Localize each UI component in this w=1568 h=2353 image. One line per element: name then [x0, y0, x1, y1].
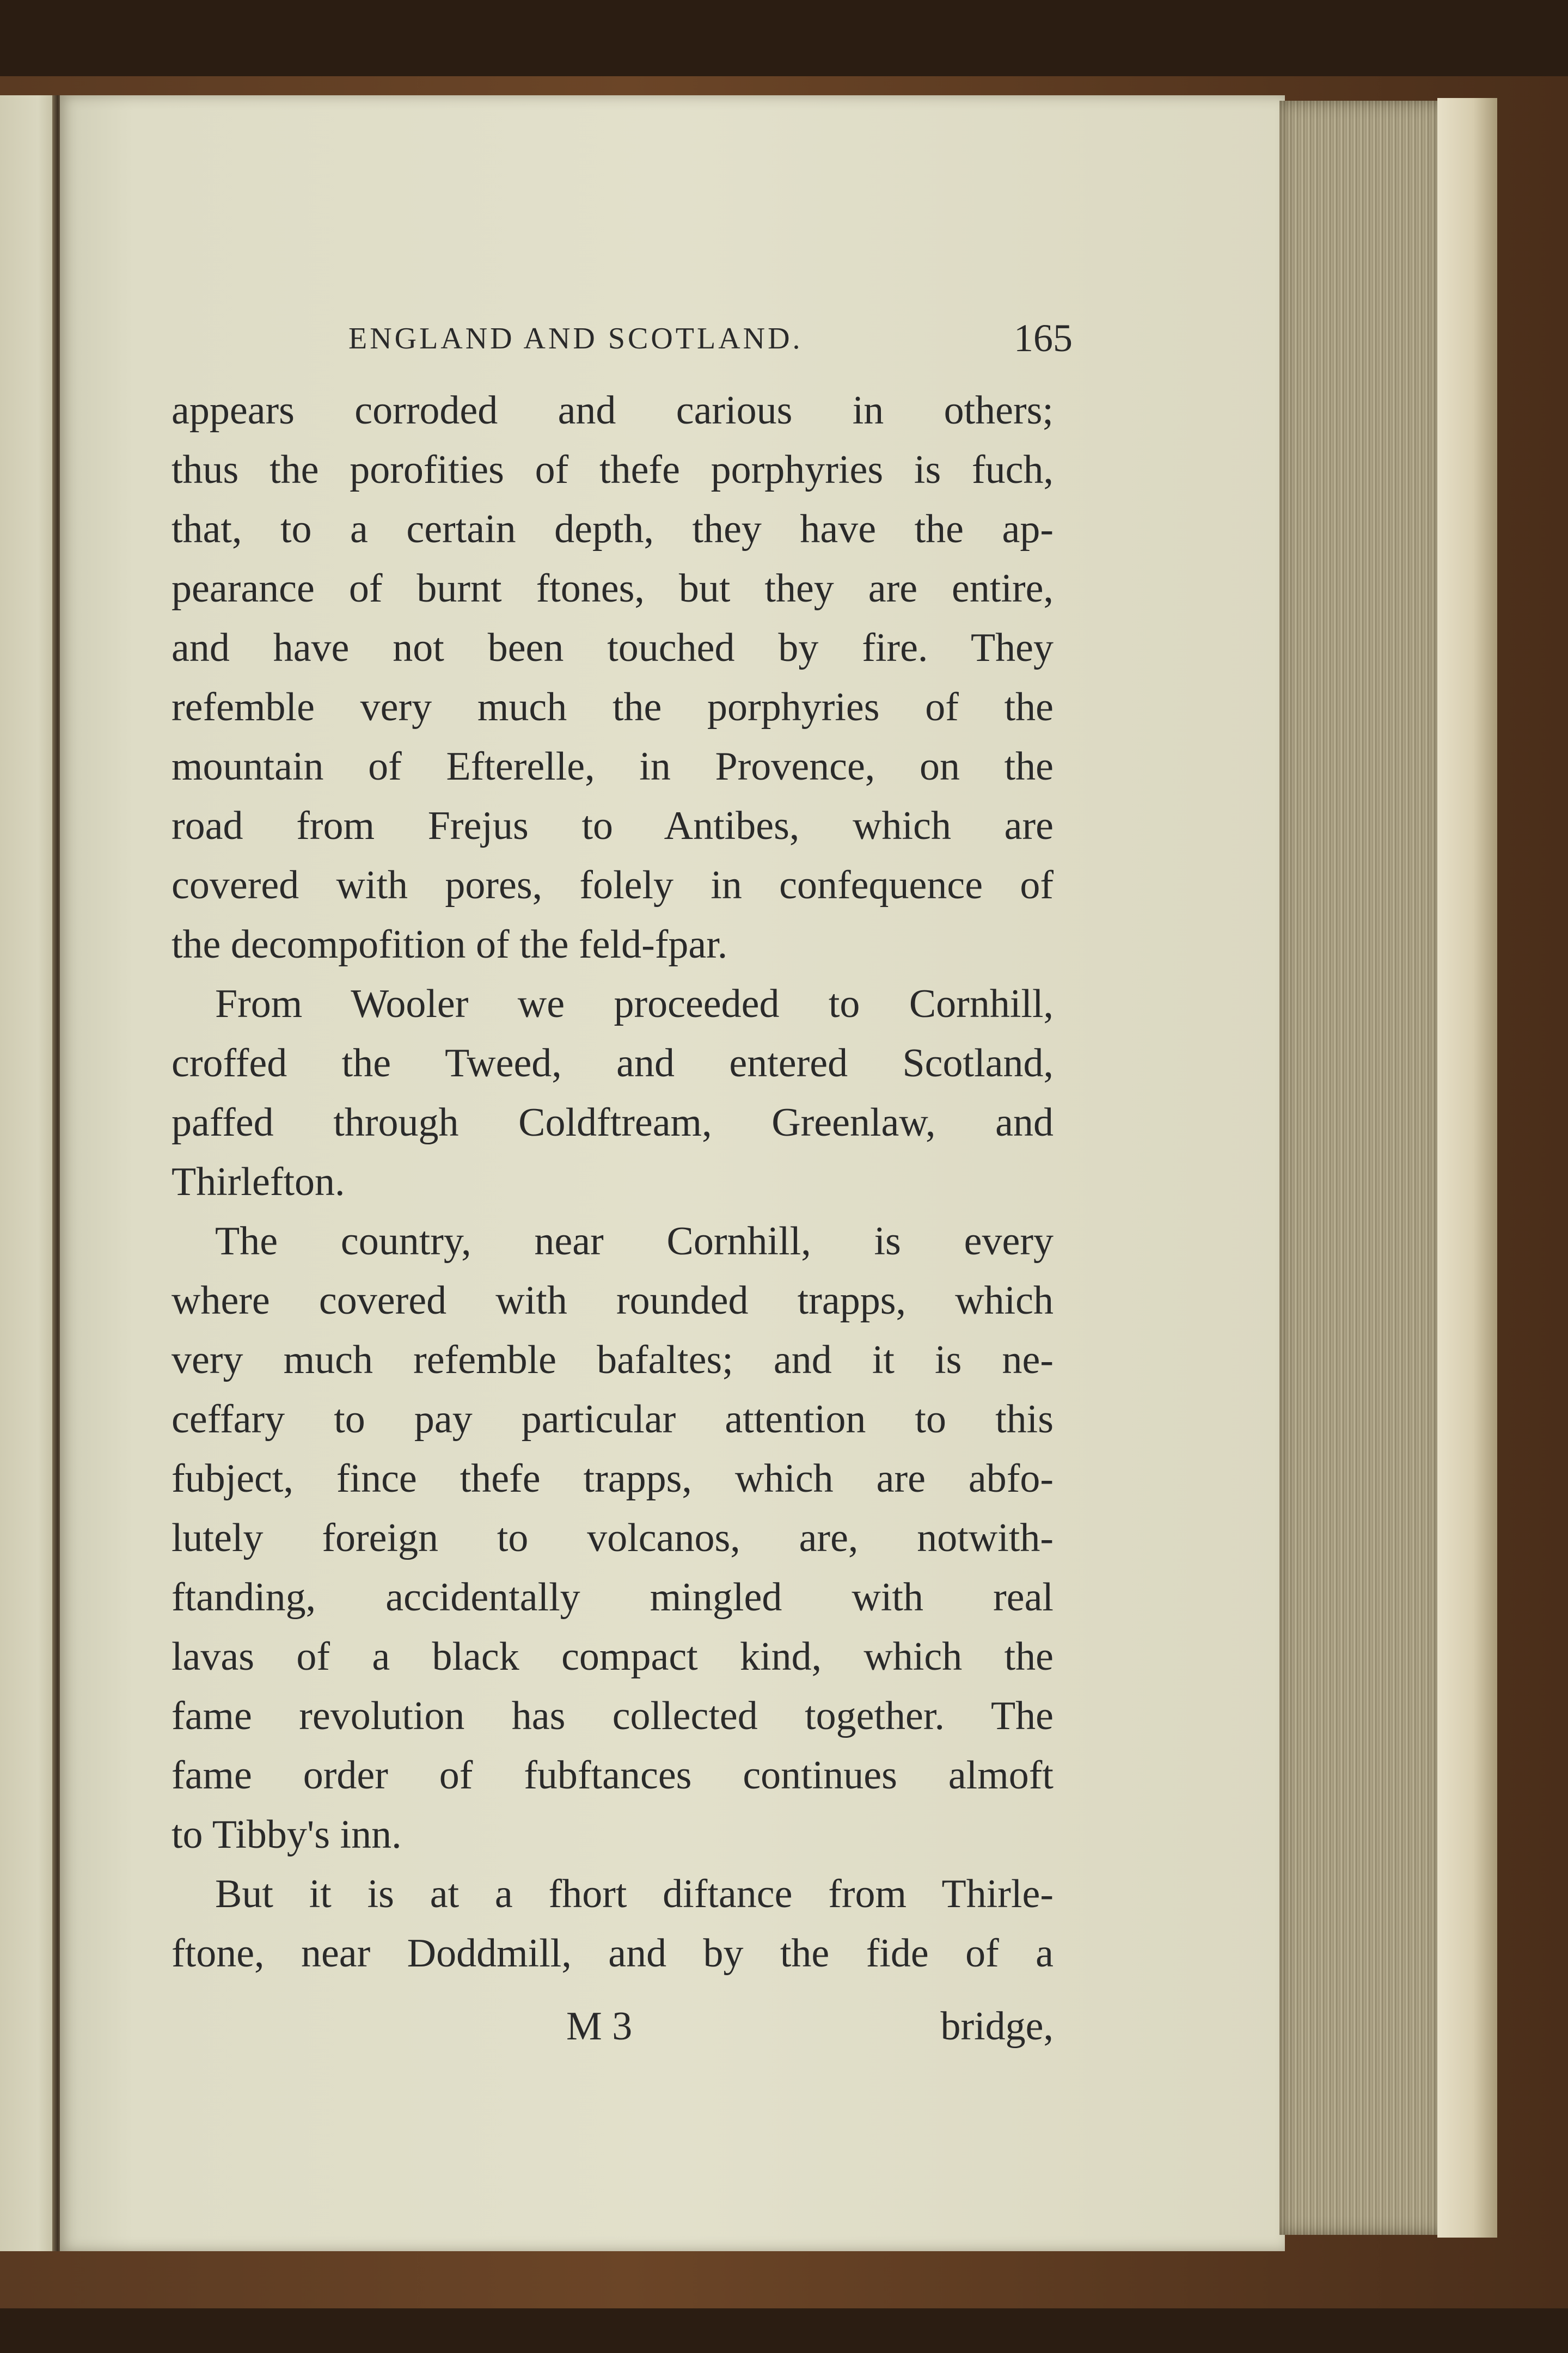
text-line: appears corroded and carious in others;	[171, 388, 1054, 433]
catchword: bridge,	[940, 2004, 1054, 2049]
page-fore-edge	[1279, 101, 1443, 2235]
text-line: where covered with rounded trapps, which	[171, 1278, 1054, 1323]
text-line: fame order of fubftances continues almoft	[171, 1753, 1054, 1798]
paragraph	[171, 381, 1054, 975]
text-line: Thirlefton.	[171, 1160, 345, 1204]
text-line: ceffary to pay particular attention to this	[171, 1397, 1054, 1442]
left-page-edge	[0, 95, 54, 2251]
page-number: 165	[1014, 316, 1073, 360]
paragraph	[171, 975, 1054, 1212]
paragraph	[171, 1865, 1054, 1983]
page-footer	[566, 2003, 1054, 2063]
text-line: covered with pores, folely in confequence of	[171, 863, 1054, 908]
text-line: fubject, fince thefe trapps, which are abfo-	[171, 1456, 1054, 1501]
text-line: and have not been touched by fire. They	[171, 626, 1054, 670]
text-line: The country, near Cornhill, is every	[215, 1219, 1054, 1264]
text-line: lavas of a black compact kind, which the	[171, 1634, 1054, 1679]
page-header	[348, 316, 1073, 370]
text-line: that, to a certain depth, they have the ap-	[171, 507, 1054, 552]
text-line: pearance of burnt ftones, but they are entire,	[171, 566, 1054, 611]
text-line: ftanding, accidentally mingled with real	[171, 1575, 1054, 1620]
text-line: mountain of Efterelle, in Provence, on the	[171, 744, 1054, 789]
text-line: lutely foreign to volcanos, are, notwith-	[171, 1516, 1054, 1560]
paragraph	[171, 1212, 1054, 1865]
running-head: ENGLAND AND SCOTLAND.	[348, 322, 803, 356]
text-line: road from Frejus to Antibes, which are	[171, 804, 1054, 848]
text-line: thus the porofities of thefe porphyries is fuch,	[171, 448, 1054, 492]
body-text	[171, 381, 1054, 1983]
signature-mark: M 3	[566, 2004, 633, 2049]
text-line: very much refemble bafaltes; and it is ne-	[171, 1338, 1054, 1382]
text-line: But it is at a fhort diftance from Thirle-	[215, 1872, 1054, 1916]
text-line: refemble very much the porphyries of the	[171, 685, 1054, 730]
text-line: to Tibby's inn.	[171, 1812, 402, 1857]
text-line: croffed the Tweed, and entered Scotland,	[171, 1041, 1054, 1086]
page-edge-right	[1437, 98, 1497, 2238]
text-line: fame revolution has collected together. The	[171, 1694, 1054, 1738]
text-line: From Wooler we proceeded to Cornhill,	[215, 982, 1054, 1026]
text-line: ftone, near Doddmill, and by the fide of a	[171, 1931, 1054, 1976]
text-line: the decompofition of the feld-fpar.	[171, 922, 728, 967]
text-line: paffed through Coldftream, Greenlaw, and	[171, 1100, 1054, 1145]
